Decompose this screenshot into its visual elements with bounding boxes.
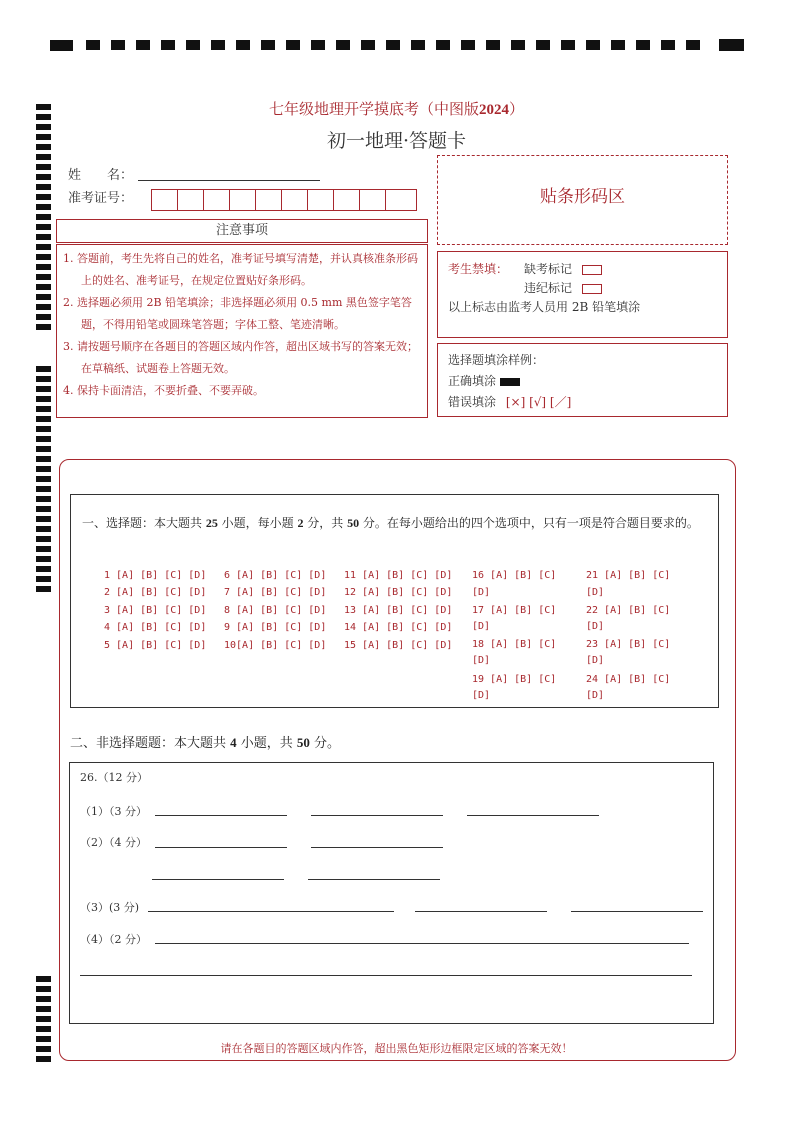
notice-body — [56, 244, 428, 418]
choice-row[interactable]: 3 [A] [B] [C] [D] — [104, 605, 207, 616]
answer-line[interactable] — [148, 911, 394, 912]
violation-label: 违纪标记 — [524, 281, 573, 295]
part-1-label: （1）（3 分） — [80, 805, 147, 818]
choice-row[interactable]: 7 [A] [B] [C] [D] — [224, 587, 327, 598]
choice-row[interactable]: 22 [A] [B] [C] — [586, 605, 671, 616]
exam-status-note: 以上标志由监考人员用 2B 铅笔填涂 — [448, 300, 641, 314]
fill-example-box — [437, 343, 728, 417]
wrong-fill-row — [448, 393, 571, 410]
choice-row-wrap[interactable]: [D] — [472, 621, 491, 632]
barcode-area[interactable]: 贴条形码区 — [437, 155, 728, 245]
choice-row[interactable]: 13 [A] [B] [C] [D] — [344, 605, 453, 616]
answer-line[interactable] — [155, 943, 689, 944]
part-3-label: （3）(3 分) — [80, 901, 140, 914]
exam-title-suffix: ） — [509, 100, 525, 118]
choice-header-text: 分，共 — [303, 516, 348, 530]
choice-row[interactable]: 17 [A] [B] [C] — [472, 605, 557, 616]
choice-row-wrap[interactable]: [D] — [472, 587, 491, 598]
choice-row[interactable]: 23 [A] [B] [C] — [586, 639, 671, 650]
filled-bubble-icon — [500, 378, 520, 386]
choice-header — [82, 507, 712, 539]
id-digit-box[interactable] — [386, 190, 410, 210]
violation-mark-box[interactable] — [582, 284, 602, 294]
choice-row-wrap[interactable]: [D] — [472, 690, 491, 701]
answer-line[interactable] — [311, 847, 443, 848]
notice-item: 4. 保持卡面清洁，不要折叠、不要弄破。 — [63, 384, 264, 397]
choice-row[interactable]: 16 [A] [B] [C] — [472, 570, 557, 581]
answer-line[interactable] — [467, 815, 599, 816]
notice-item: 3. 请按题号顺序在各题目的答题区域内作答，超出区域书写的答案无效；在草稿纸、试题卷上答题无效。 — [63, 340, 418, 375]
choice-total: 50 — [347, 516, 360, 530]
nonchoice-header — [70, 732, 340, 751]
choice-row[interactable]: 11 [A] [B] [C] [D] — [344, 570, 453, 581]
nonchoice-total: 50 — [296, 735, 310, 750]
id-digit-box[interactable] — [308, 190, 334, 210]
notice-item: 1. 答题前，考生先将自己的姓名，准考证号填写清楚，并认真核准条形码上的姓名、准考证号，在规定位置贴好条形码。 — [63, 252, 418, 287]
choice-count: 25 — [205, 516, 218, 530]
absent-mark-row — [524, 260, 602, 277]
notice-panel — [56, 219, 428, 418]
answer-line[interactable] — [155, 815, 287, 816]
part-4-label: （4）（2 分） — [80, 933, 147, 946]
choice-each: 2 — [297, 516, 304, 530]
choice-row[interactable]: 12 [A] [B] [C] [D] — [344, 587, 453, 598]
absent-label: 缺考标记 — [524, 262, 573, 276]
answer-line[interactable] — [155, 847, 287, 848]
choice-row-wrap[interactable]: [D] — [586, 655, 605, 666]
choice-row[interactable]: 1 [A] [B] [C] [D] — [104, 570, 207, 581]
exam-title-year: 2024 — [479, 102, 509, 118]
id-digit-box[interactable] — [334, 190, 360, 210]
choice-row[interactable]: 5 [A] [B] [C] [D] — [104, 640, 207, 651]
exam-title — [0, 98, 793, 119]
id-digit-box[interactable] — [360, 190, 386, 210]
answer-line[interactable] — [152, 879, 284, 880]
notice-title: 注意事项 — [56, 219, 428, 243]
nonchoice-header-text: 分。 — [309, 736, 341, 751]
question-26-box — [69, 762, 714, 1024]
choice-row[interactable]: 14 [A] [B] [C] [D] — [344, 622, 453, 633]
choice-header-text: 小题，每小题 — [217, 516, 298, 530]
wrong-fill-marks: [×] [√] [／] — [505, 395, 572, 409]
id-digit-box[interactable] — [282, 190, 308, 210]
choice-row[interactable]: 15 [A] [B] [C] [D] — [344, 640, 453, 651]
answer-line[interactable] — [80, 975, 692, 976]
correct-fill-row — [448, 372, 520, 389]
choice-header-text: 分。在每小题给出的四个选项中，只有一项是符合题目要求的。 — [359, 516, 699, 530]
nonchoice-count: 4 — [230, 735, 237, 750]
choice-row[interactable]: 19 [A] [B] [C] — [472, 674, 557, 685]
name-label: 姓 名： — [68, 168, 134, 183]
choice-row-wrap[interactable]: [D] — [472, 655, 491, 666]
footer-warning: 请在各题目的答题区域内作答，超出黑色矩形边框限定区域的答案无效！ — [220, 1042, 573, 1055]
choice-row[interactable]: 2 [A] [B] [C] [D] — [104, 587, 207, 598]
id-label: 准考证号： — [68, 191, 134, 206]
id-digit-box[interactable] — [152, 190, 178, 210]
choice-row-wrap[interactable]: [D] — [586, 587, 605, 598]
choice-header-text: 一、选择题：本大题共 — [82, 516, 206, 530]
exam-title-prefix: 七年级地理开学摸底考（中图版 — [268, 100, 479, 118]
id-digit-box[interactable] — [230, 190, 256, 210]
violation-mark-row — [524, 279, 602, 296]
answer-line[interactable] — [308, 879, 440, 880]
choice-row[interactable]: 24 [A] [B] [C] — [586, 674, 671, 685]
choice-row-wrap[interactable]: [D] — [586, 690, 605, 701]
name-field[interactable] — [138, 180, 320, 181]
choice-row-wrap[interactable]: [D] — [586, 621, 605, 632]
nonchoice-header-text: 二、非选择题题：本大题共 — [70, 736, 231, 751]
fill-example-title: 选择题填涂样例： — [448, 353, 545, 367]
id-digit-box[interactable] — [204, 190, 230, 210]
correct-fill-label: 正确填涂 — [448, 374, 497, 388]
question-26-label: 26.（12 分） — [80, 771, 148, 784]
choice-row[interactable]: 21 [A] [B] [C] — [586, 570, 671, 581]
notice-item: 2. 选择题必须用 2B 铅笔填涂；非选择题必须用 0.5 mm 黑色签字笔答题，不得用铅笔或圆珠笔答题；字体工整、笔迹清晰。 — [63, 296, 412, 331]
part-2-label: （2）（4 分） — [80, 836, 147, 849]
answer-line[interactable] — [415, 911, 547, 912]
exam-id-boxes[interactable] — [151, 189, 417, 211]
nonchoice-header-text: 小题，共 — [236, 736, 297, 751]
card-subtitle: 初一地理·答题卡 — [326, 130, 467, 152]
absent-mark-box[interactable] — [582, 265, 602, 275]
id-digit-box[interactable] — [178, 190, 204, 210]
choice-row[interactable]: 18 [A] [B] [C] — [472, 639, 557, 650]
id-digit-box[interactable] — [256, 190, 282, 210]
choice-row[interactable]: 6 [A] [B] [C] [D] — [224, 570, 327, 581]
exam-status-title: 考生禁填： — [448, 262, 509, 276]
answer-line[interactable] — [311, 815, 443, 816]
wrong-fill-label: 错误填涂 — [448, 395, 497, 409]
choice-row[interactable]: 8 [A] [B] [C] [D] — [224, 605, 327, 616]
choice-row[interactable]: 4 [A] [B] [C] [D] — [104, 622, 207, 633]
choice-row[interactable]: 10[A] [B] [C] [D] — [224, 640, 327, 651]
exam-status-box — [437, 251, 728, 338]
answer-line[interactable] — [571, 911, 703, 912]
choice-row[interactable]: 9 [A] [B] [C] [D] — [224, 622, 327, 633]
